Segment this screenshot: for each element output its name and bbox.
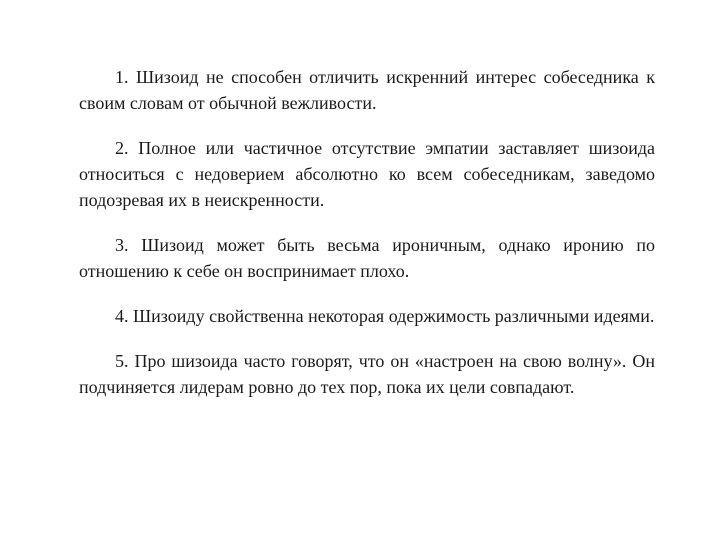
list-item-4: 4. Шизоиду свойственна некоторая одержимость различными идеями.	[115, 306, 655, 326]
list-item-1: 1. Шизоид не способен отличить искренний интерес собеседника к своим словам от обычной вежливости.	[79, 67, 655, 113]
list-item-3: 3. Шизоид может быть весьма ироничным, однако иронию по отношению к себе он воспринимает плохо.	[79, 235, 655, 281]
list-item-2: 2. Полное или частичное отсутствие эмпатии заставляет шизоида относиться с недоверием абсолютно ко всем собеседникам, заведомо подозревая их в неискренности.	[79, 138, 655, 210]
list-item-5: 5. Про шизоида часто говорят, что он «настроен на свою волну». Он подчиняется лидерам ровно до тех пор, пока их цели совпадают.	[79, 351, 655, 397]
numbered-list	[79, 64, 655, 400]
